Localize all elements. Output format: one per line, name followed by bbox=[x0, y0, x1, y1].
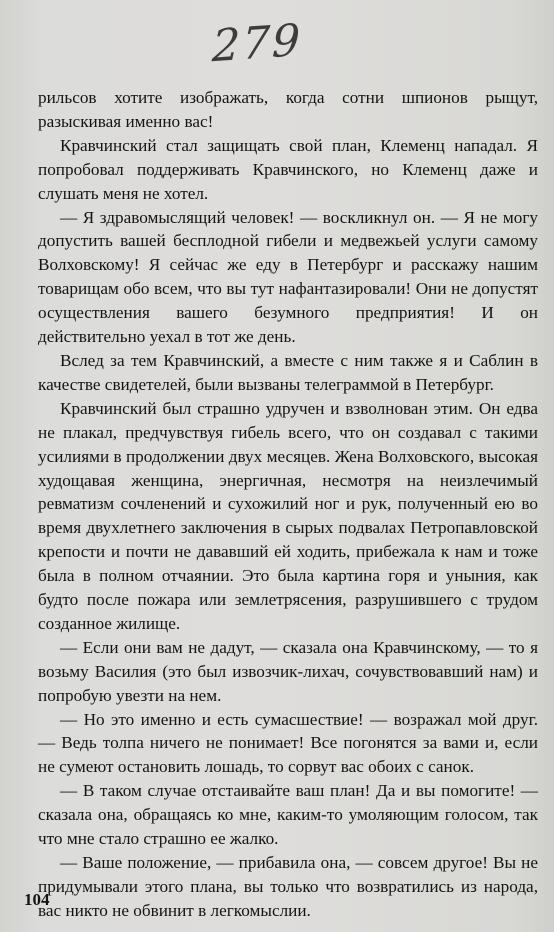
paragraph: — Но это именно и есть сумасшествие! — возражал мой друг. — Ведь толпа ничего не понимает! Все погонятся за вами и, если не сумеют остановить лошадь, то сорвут вас обоих с санок. bbox=[38, 709, 538, 777]
paragraph: — Ваше положение, — прибавила она, — совсем другое! Вы не придумывали этого плана, вы только что возвратились из народа, вас никто не обвинит в легкомыслии. bbox=[38, 853, 538, 920]
paragraph: Кравчинский был страшно удручен и взволнован этим. Он едва не плакал, предчувствуя гибель всего, что он создавал с такими усилиями в продолжении двух месяцев. Жена Волховского, высокая худощавая женщина, энергичная, несмотря на неизлечимый ревматизм сочленений и сухожилий ног и рук, полученный ею во время двухлетнего заключения в сырых подвалах Петропавловской крепости и почти не дававший ей ходить, прибежала к нам и тоже была в полном отчаянии. Это была картина горя и уныния, как будто после пожара или землетрясения, разрушившего с трудом созданное жилище. bbox=[38, 398, 538, 633]
paragraph: — Если они вам не дадут, — сказала она Кравчинскому, — то я возьму Василия (это был извозчик-лихач, сочувствовавший нам) и попробую увезти на нем. bbox=[38, 637, 538, 705]
body-text bbox=[38, 86, 538, 923]
paragraph: рильсов хотите изображать, когда сотни шпионов рыщут, разыскивая именно вас! bbox=[38, 88, 538, 131]
page-number: 104 bbox=[24, 890, 50, 909]
paragraph: — В таком случае отстаивайте ваш план! Да и вы помогите! — сказала она, обращаясь ко мне, каким-то умоляющим голосом, так что мне стало страшно ее жалко. bbox=[38, 781, 538, 849]
paragraph: Кравчинский стал защищать свой план, Клеменц нападал. Я попробовал поддерживать Кравчинского, но Клеменц даже и слушать меня не хотел. bbox=[38, 135, 538, 203]
paragraph: Вслед за тем Кравчинский, а вместе с ним также я и Саблин в качестве свидетелей, были вызваны телеграммой в Петербург. bbox=[38, 350, 538, 394]
handwritten-page-number: 279 bbox=[211, 14, 303, 73]
paragraph: — Я здравомыслящий человек! — воскликнул он. — Я не могу допустить вашей бесплодной гибели и медвежьей услуги самому Волховскому! Я сейчас же еду в Петербург и расскажу нашим товарищам обо всем, что вы тут нафантазировали! Они не допустят осуществления вашего безумного предприятия! И он действительно уехал в тот же день. bbox=[38, 207, 538, 347]
